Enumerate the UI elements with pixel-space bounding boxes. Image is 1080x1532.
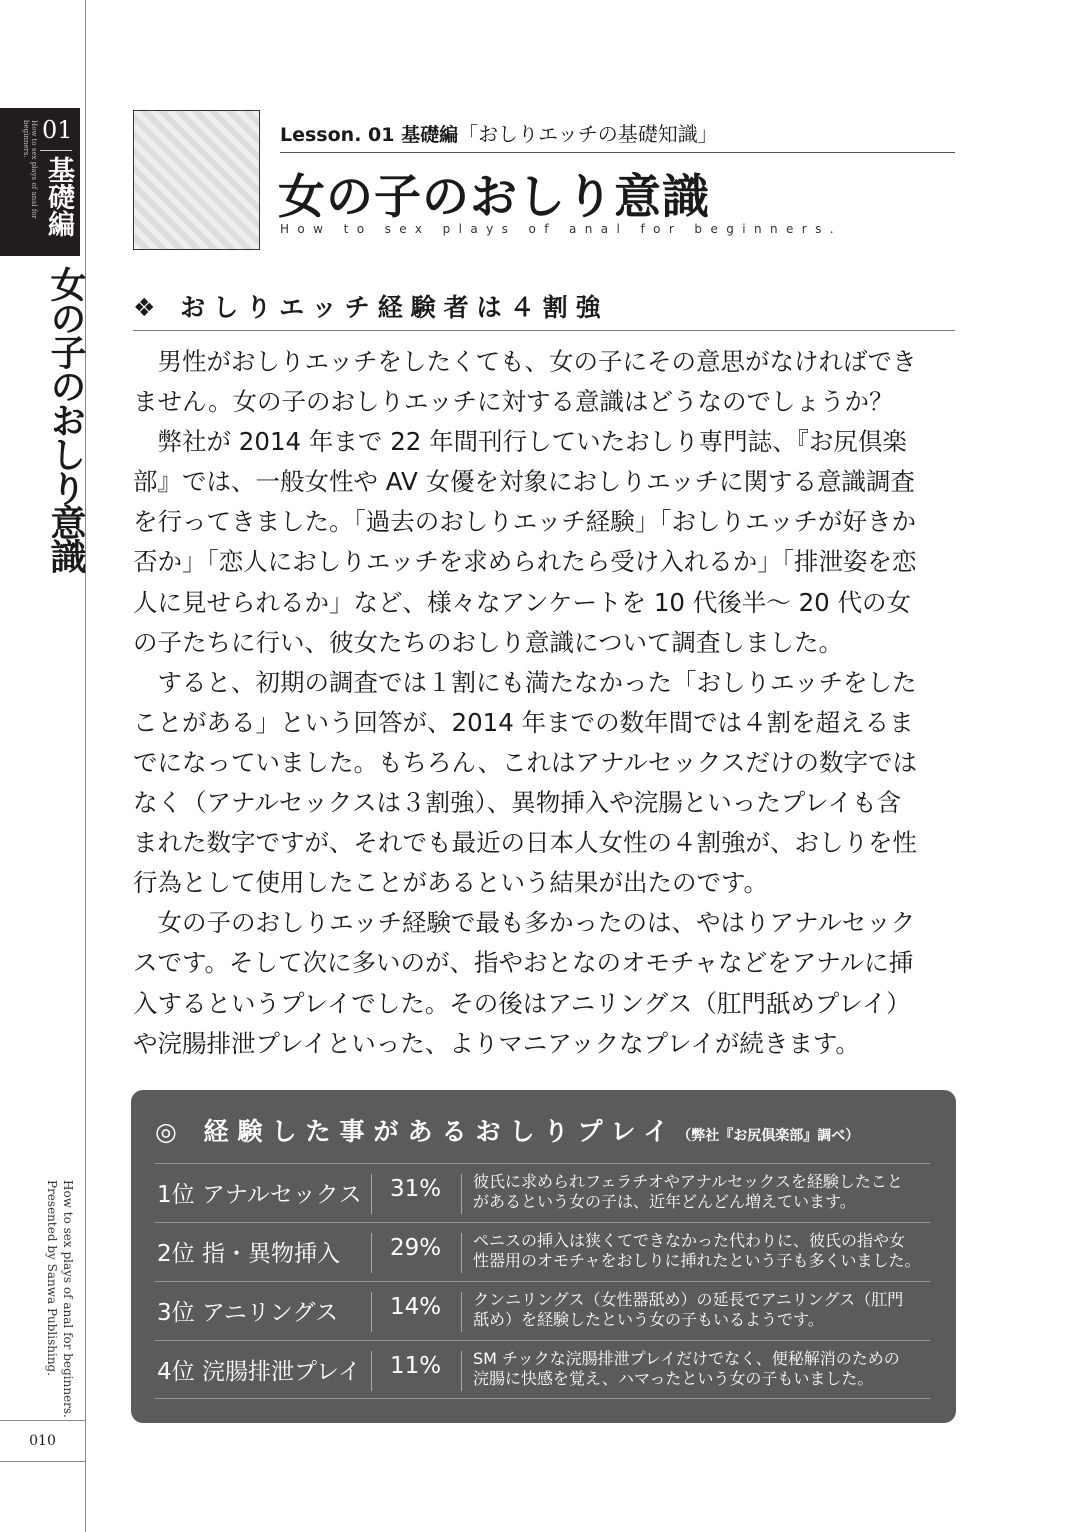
description-line: SM チックな浣腸排泄プレイだけでなく、便秘解消のための (473, 1349, 900, 1368)
body-line: や浣腸排泄プレイといった、よりマニアックなプレイが続きます。 (133, 1028, 860, 1058)
table-row (155, 1281, 930, 1340)
chapter-number: 01 (42, 116, 73, 144)
divider (461, 1233, 462, 1273)
vertical-title: 女の子のおしり意識 (45, 266, 86, 572)
table-source: （弊社『お尻倶楽部』調べ） (677, 1128, 860, 1144)
description-line: があるという女の子は、近年どんどん増えています。 (473, 1192, 856, 1211)
divider (280, 152, 955, 153)
body-line: まれた数字ですが、それでも最近の日本人女性の４割強が、おしりを性 (133, 828, 917, 858)
divider (371, 1292, 372, 1332)
divider (133, 330, 955, 331)
margin-rule (85, 0, 86, 1532)
body-line: 入するというプレイでした。その後はアニリングス（肛門舐めプレイ） (133, 988, 911, 1018)
rank-label: 2位 指・異物挿入 (157, 1241, 340, 1267)
body-line: 男性がおしりエッチをしたくても、女の子にその意思がなければでき (133, 347, 917, 376)
body-line: 否か」「恋人におしりエッチを求められたら受け入れるか」「排泄姿を恋 (133, 547, 917, 577)
body-line: の子たちに行い、彼女たちのおしり意識について調査しました。 (133, 627, 844, 657)
illustration-placeholder (133, 110, 260, 250)
description-line: 彼氏に求められフェラチオやアナルセックスを経験したこと (473, 1172, 903, 1191)
body-line: 行為として使用したことがあるという結果が出たのです。 (133, 868, 769, 898)
description (473, 1231, 921, 1271)
page-number: 010 (0, 1420, 85, 1462)
percent-value: 31% (390, 1176, 442, 1202)
lesson-number: Lesson. 01 基礎編 (280, 124, 459, 146)
body-line: 部』では、一般女性や AV 女優を対象におしりエッチに関する意識調査 (133, 467, 916, 497)
description-line: ペニスの挿入は狭くてできなかった代わりに、彼氏の指や女 (473, 1231, 906, 1250)
body-line: すると、初期の調査では１割にも満たなかった「おしりエッチをした (133, 667, 917, 697)
rank-label: 4位 浣腸排泄プレイ (157, 1359, 361, 1385)
body-line: ことがある」という回答が、2014 年までの数年間では４割を超えるま (133, 707, 914, 737)
description (473, 1290, 903, 1330)
description-line: 舐め）を経験したという女の子もいるようです。 (473, 1310, 824, 1329)
body-line: でになっていました。もちろん、これはアナルセックスだけの数字では (133, 747, 917, 777)
table-row (155, 1163, 930, 1222)
body-line: なく（アナルセックスは３割強）、異物挿入や浣腸といったプレイも含 (133, 788, 902, 818)
description-line: クンニリングス（女性器舐め）の延長でアニリングス（肛門 (473, 1290, 904, 1309)
divider (461, 1292, 462, 1332)
percent-value: 29% (390, 1235, 442, 1261)
body-text (133, 342, 963, 1064)
rank-label: 3位 アニリングス (157, 1300, 339, 1326)
footer-credit: How to sex plays of anal for beginners. Presented by Sanwa Publishing. (45, 1180, 75, 1418)
chapter-en: How to sex plays of anal for beginners. (22, 120, 38, 219)
percent-value: 11% (390, 1353, 442, 1379)
rank-label: 1位 アナルセックス (157, 1182, 362, 1208)
divider (371, 1351, 372, 1391)
divider (461, 1351, 462, 1391)
body-line: を行ってきました。「過去のおしりエッチ経験」「おしりエッチが好きか (133, 507, 917, 537)
table-row (155, 1222, 930, 1281)
description-line: 浣腸に快感を覚え、ハマったという女の子もいました。 (473, 1369, 874, 1388)
body-line: スです。そして次に多いのが、指やおとなのオモチャなどをアナルに挿 (133, 948, 914, 978)
divider (461, 1174, 462, 1214)
description (473, 1349, 900, 1389)
english-subtitle: How to sex plays of anal for beginners. (280, 222, 842, 236)
table-row (155, 1340, 930, 1399)
divider (371, 1233, 372, 1273)
section-heading: ❖ おしりエッチ経験者は４割強 (133, 293, 609, 322)
table-title-text: ◎ 経験した事があるおしりプレイ (155, 1117, 678, 1146)
description-line: 性器用のオモチャをおしりに挿れたという子も多くいました。 (473, 1251, 921, 1270)
chapter-badge (0, 108, 80, 256)
body-line: 弊社が 2014 年まで 22 年間刊行していたおしり専門誌、『お尻倶楽 (133, 427, 907, 457)
divider (40, 150, 72, 151)
chapter-name: 基礎編 (43, 156, 74, 237)
divider (371, 1174, 372, 1214)
percent-value: 14% (390, 1294, 442, 1320)
body-line: 女の子のおしりエッチ経験で最も多かったのは、やはりアナルセック (133, 908, 916, 938)
table-title (155, 1112, 859, 1148)
page-title: 女の子のおしり意識 (278, 170, 710, 225)
description (473, 1172, 903, 1212)
body-line: 人に見せられるか」など、様々なアンケートを 10 代後半〜 20 代の女 (133, 587, 912, 617)
body-line: ません。女の子のおしりエッチに対する意識はどうなのでしょうか？ (133, 387, 894, 417)
survey-table (131, 1090, 956, 1423)
lesson-subtitle: 「おしりエッチの基礎知識」 (458, 122, 718, 146)
lesson-label (280, 118, 718, 147)
